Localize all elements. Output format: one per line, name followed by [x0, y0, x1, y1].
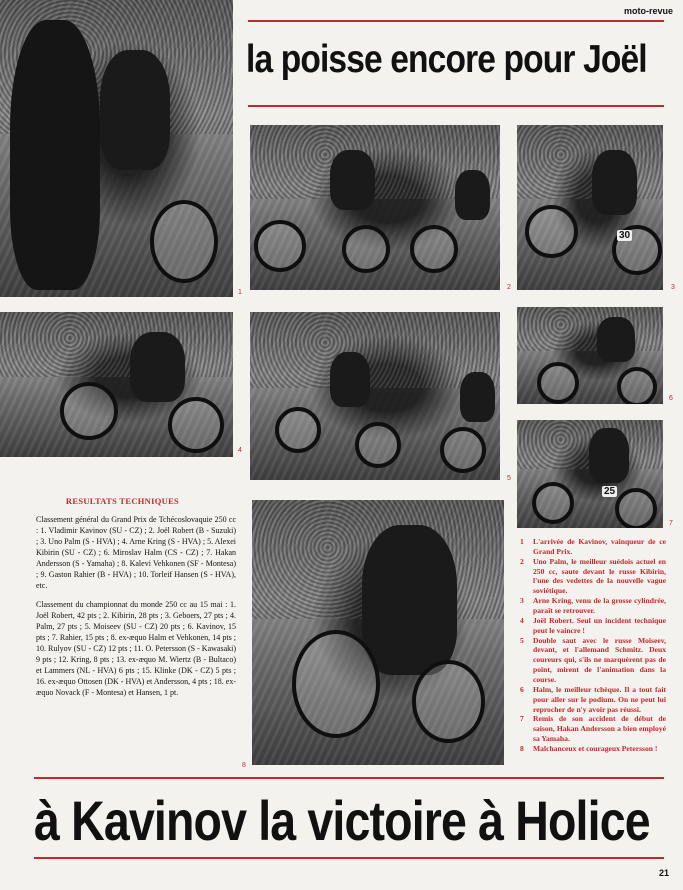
photo-number-6: 6	[669, 395, 673, 402]
caption-text: Arne Kring, venu de la grosse cylindrée, paraît se retrouver.	[533, 596, 666, 616]
caption-6	[520, 685, 666, 715]
page-number: 21	[658, 868, 669, 878]
photo-8	[252, 500, 504, 765]
spectator-figure	[10, 20, 100, 290]
caption-number: 7	[520, 714, 524, 724]
rider-figure	[589, 428, 629, 483]
photo-number-7: 7	[669, 520, 673, 527]
crowd-texture	[517, 307, 663, 351]
top-red-rule	[248, 20, 664, 22]
motorcycle-wheel	[410, 225, 458, 273]
motorcycle-wheel	[440, 427, 486, 473]
motorcycle-wheel	[342, 225, 390, 273]
rider-figure	[130, 332, 185, 402]
rider-figure	[592, 150, 637, 215]
photo-captions	[520, 537, 666, 754]
motorcycle-wheel	[615, 488, 657, 528]
caption-8	[520, 744, 666, 754]
caption-4	[520, 616, 666, 636]
motorcycle-wheel	[150, 200, 218, 283]
caption-number: 4	[520, 615, 524, 625]
motorcycle-wheel	[60, 382, 118, 440]
caption-3	[520, 596, 666, 616]
crowd-texture	[517, 125, 663, 199]
photo-4	[0, 312, 233, 457]
motorcycle-wheel	[412, 660, 485, 743]
motorcycle-wheel	[525, 205, 578, 258]
caption-5	[520, 636, 666, 685]
crowd-texture	[0, 312, 233, 377]
rider-figure	[455, 170, 490, 220]
rider-figure	[330, 352, 370, 407]
caption-text: Remis de son accident de début de saison, Hakan Andersson a bien employé sa Yamaha.	[533, 714, 666, 744]
rider-figure	[100, 50, 170, 170]
photo-5	[250, 312, 500, 480]
photo-number-5: 5	[507, 475, 511, 482]
photo-3	[517, 125, 663, 290]
caption-number: 1	[520, 537, 524, 546]
caption-text: Double saut avec le russe Moiseev, devant, et l'allemand Schmitz. Deux coureurs qui, s'ils ne marquèrent pas de point, mirent de l'animation dans la course.	[533, 635, 666, 685]
results-paragraph-championship: Classement du championnat du monde 250 cc au 15 mai : 1. Joël Robert, 42 pts ; 2. Kibirin, 28 pts ; 3. Geboers, 27 pts ; 4. Palm, 27 pts ; 5. Moiseev (SU - CZ) 20 pts ; 6. Kavinov, 15 pts ; 7. Rahier, 15 pts ; 8. ex-æquo Halm et Vehkonen, 14 pts ; 10. Rulyov (SU - CZ) 12 pts ; 11. O. Petersson (S - Kawasaki) 9 pts ; 12. Kring, 8 pts ; 13. ex-æquo M. Wiertz (B - Bultaco) et Lammers (NL - HVA) 6 pts ; 15. Klinke (DK - CZ) 5 pts ; 16. ex-æquo Ottosen (DK - HVA) et Andersson, 4 pts ; 18. ex-æquo Novack (F - Montesa) et Hansen, 1 pt.	[36, 600, 236, 698]
motorcycle-wheel	[532, 482, 574, 524]
caption-number: 5	[520, 635, 524, 645]
caption-1	[520, 537, 666, 557]
photo-number-4: 4	[238, 447, 242, 454]
caption-number: 6	[520, 684, 524, 694]
motorcycle-wheel	[168, 397, 224, 453]
photo-1	[0, 0, 233, 297]
motorcycle-wheel	[537, 362, 579, 404]
rider-figure	[362, 525, 457, 675]
caption-text: Joël Robert. Seul un incident technique peut le vaincre !	[533, 615, 666, 635]
photo-2	[250, 125, 500, 290]
caption-number: 2	[520, 556, 524, 566]
photo-6	[517, 307, 663, 404]
photo-number-1: 1	[238, 289, 242, 296]
motorcycle-wheel	[275, 407, 321, 453]
caption-7	[520, 714, 666, 744]
results-title: RESULTATS TECHNIQUES	[65, 496, 180, 506]
results-body	[36, 514, 236, 707]
rider-figure	[597, 317, 635, 362]
crowd-texture	[250, 312, 500, 388]
motorcycle-wheel	[355, 422, 401, 468]
rider-figure	[460, 372, 495, 422]
headline-bottom: à Kavinov la victoire à Holice	[34, 789, 650, 852]
race-number-plate: 25	[604, 486, 616, 497]
race-number-plate: 30	[619, 230, 631, 241]
caption-text: Halm, le meilleur tchèque. Il a tout fait pour aller sur le podium. On ne peut lui reprocher de n'y avoir pas réussi.	[533, 684, 666, 714]
caption-number: 3	[520, 596, 524, 606]
rider-figure	[330, 150, 375, 210]
motorcycle-wheel	[292, 630, 380, 738]
caption-2	[520, 557, 666, 596]
magazine-brand: moto-revue	[623, 6, 673, 16]
results-paragraph-gp: Classement général du Grand Prix de Tchécoslovaquie 250 cc : 1. Vladimir Kavinov (SU - CZ) ; 2. Joël Robert (B - Suzuki) ; 3. Uno Palm (S - HVA) ; 4. Arne Kring (S - HVA) ; 5. Alexei Kibirin (SU - CZ) ; 6. Miroslav Halm (CS - CZ) ; 7. Hakan Andersson (S - Yamaha) ; 8. Kalevi Vehkonen (SF - Montesa) ; 9. Gaston Rahier (B - HVA) ; 10. Torleif Hansen (S - HVA), etc.	[36, 515, 236, 591]
caption-text: Uno Palm, le meilleur suédois actuel en 250 cc, saute devant le russe Kibirin, l'une des vedettes de la nouvelle vague soviétique.	[533, 556, 666, 596]
headline-top: la poisse encore pour Joël	[246, 38, 647, 81]
photo-7	[517, 420, 663, 528]
caption-text: L'arrivée de Kavinov, vainqueur de ce Grand Prix.	[533, 537, 666, 556]
bottom-red-rule	[34, 777, 664, 779]
caption-text: Malchanceux et courageux Petersson !	[533, 744, 658, 754]
photo-number-3: 3	[671, 284, 675, 291]
photo-number-8: 8	[242, 762, 246, 769]
caption-number: 8	[520, 744, 524, 754]
motorcycle-wheel	[617, 367, 657, 404]
photo-number-2: 2	[507, 284, 511, 291]
bottom-red-rule-2	[34, 857, 664, 859]
motorcycle-wheel	[254, 220, 306, 272]
top-red-rule-2	[248, 105, 664, 107]
